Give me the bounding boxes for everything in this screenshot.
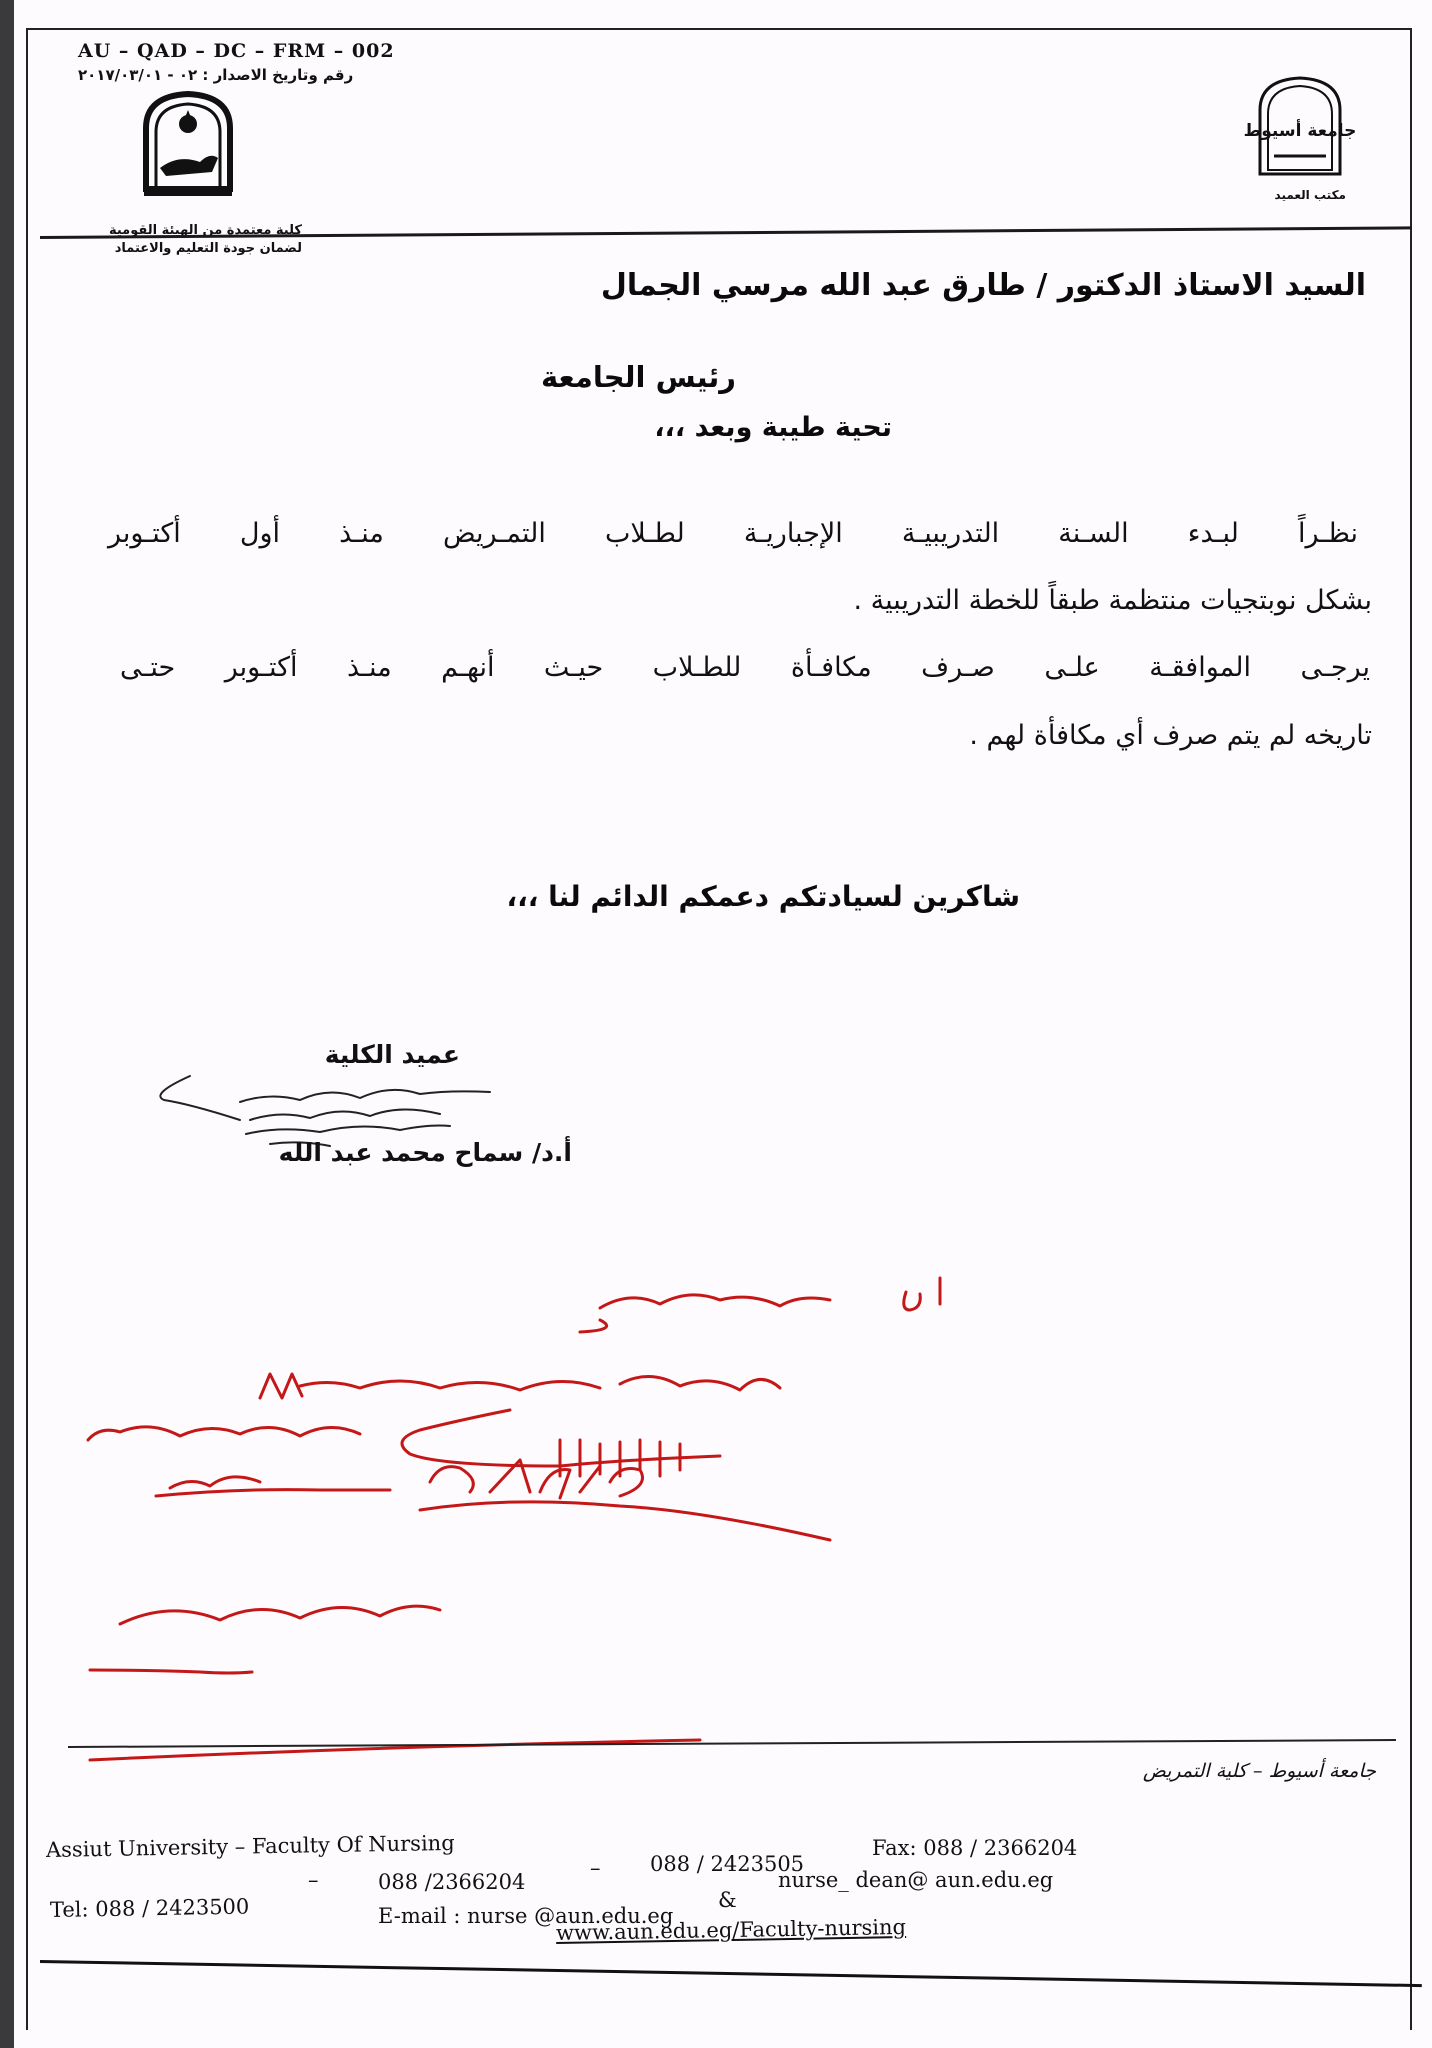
recipient-title: رئيس الجامعة xyxy=(540,360,736,394)
recipient-line: السيد الاستاذ الدكتور / طارق عبد الله مرسي الجمال xyxy=(600,268,1366,303)
dean-office-label: مكتب العميد xyxy=(1274,188,1346,202)
svg-text:جامعة أسيوط: جامعة أسيوط xyxy=(1243,121,1357,141)
footer-dash: – xyxy=(308,1868,319,1892)
body-paragraph-2: يرجـى الموافقـة علـى صـرف مكافـأة للطـلاب حيـث أنهـم منـذ أكتـوبر حتـى xyxy=(120,652,1370,683)
footer-phone-3: 088 / 2423505 xyxy=(650,1852,805,1876)
dean-title: عميد الكلية xyxy=(324,1040,460,1069)
body-paragraph-1-cont: بشكل نوبتجيات منتظمة طبقاً للخطة التدريبية . xyxy=(853,585,1372,616)
issue-date: رقم وتاريخ الاصدار : ٠٢ - ٢٠١٧/٠٣/٠١ xyxy=(78,66,354,84)
handwritten-annotation-icon xyxy=(60,1270,960,1760)
footer-email-2[interactable]: nurse_ dean@ aun.edu.eg xyxy=(778,1868,1054,1892)
footer-university-ar: جامعة أسيوط – كلية التمريض xyxy=(1142,1760,1376,1782)
footer-phone-2: 088 /2366204 xyxy=(378,1870,526,1894)
accreditation-note: كلية معتمدة من الهيئة القومية لضمان جودة التعليم والاعتماد xyxy=(108,223,302,256)
body-paragraph-1: نظـراً لبـدء السـنة التدريبيـة الإجباريـة لطـلاب التمـريض منـذ أول أكتـوبر xyxy=(108,518,1358,549)
footer-dash: – xyxy=(590,1856,601,1880)
footer-fax: Fax: 088 / 2366204 xyxy=(872,1836,1078,1860)
footer-email-1[interactable]: E-mail : nurse @aun.edu.eg xyxy=(378,1904,674,1928)
footer-university-en: Assiut University – Faculty Of Nursing xyxy=(45,1830,455,1862)
body-paragraph-2-cont: تاريخه لم يتم صرف أي مكافأة لهم . xyxy=(969,720,1372,751)
footer-tel: Tel: 088 / 2423500 xyxy=(49,1894,250,1922)
form-code: AU – QAD – DC – FRM – 002 xyxy=(78,40,395,62)
closing-thanks: شاكرين لسيادتكم دعمكم الدائم لنا ،،، xyxy=(506,880,1020,913)
faculty-logo-icon xyxy=(138,88,238,200)
university-logo-icon xyxy=(1243,74,1357,178)
footer-website-link[interactable]: www.aun.edu.eg/Faculty-nursing xyxy=(555,1914,907,1946)
footer-ampersand: & xyxy=(718,1888,737,1912)
dean-name: أ.د/ سماح محمد عبد الله xyxy=(278,1138,572,1167)
greeting: تحية طيبة وبعد ،،، xyxy=(654,412,892,443)
